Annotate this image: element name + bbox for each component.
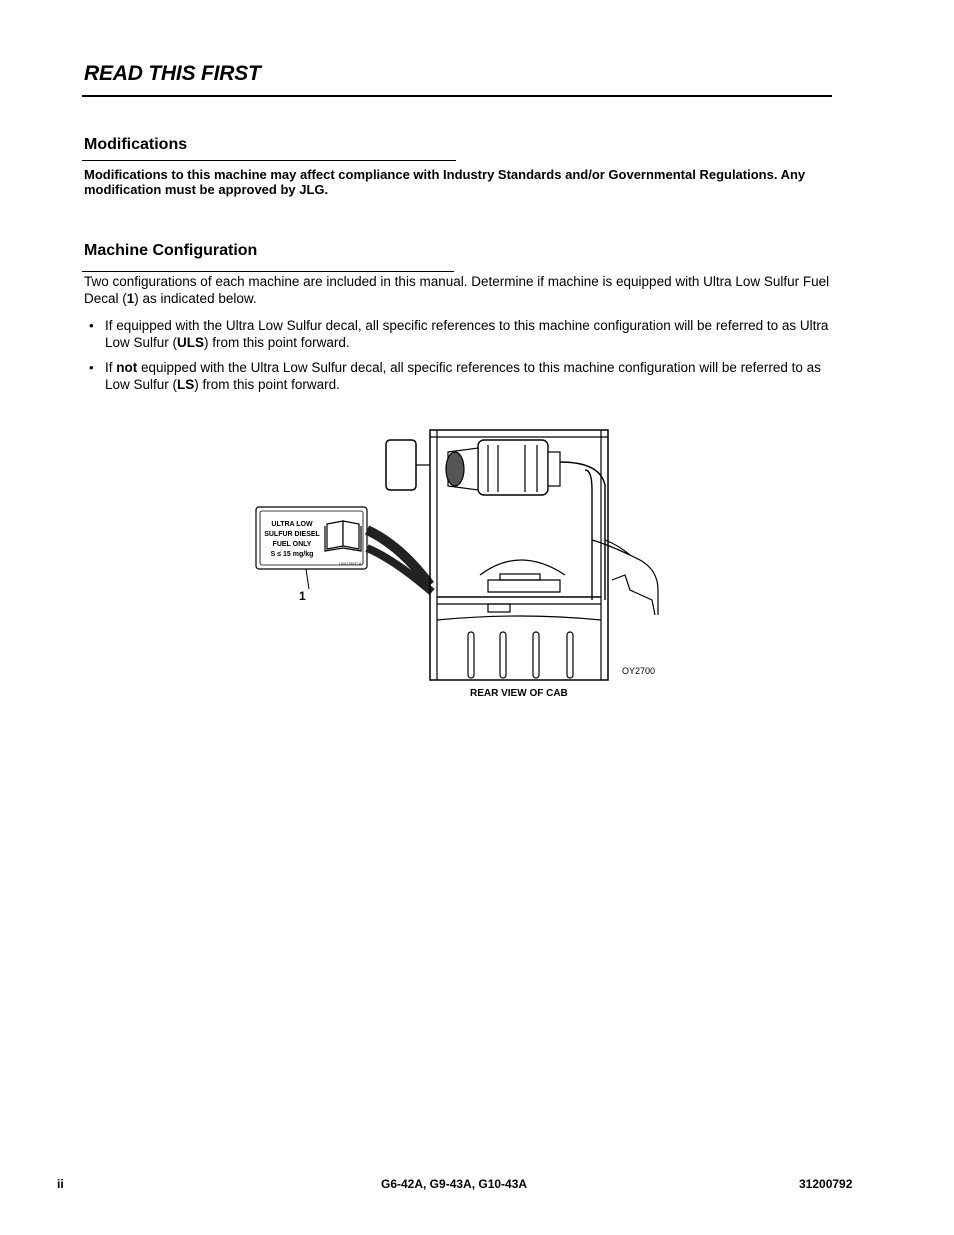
title-rule — [82, 95, 832, 97]
machine-config-intro: Two configurations of each machine are included in this manual. Determine if machine is equipped with Ultra Low Sulfur Fuel Decal (1) as indicated below. — [84, 274, 830, 306]
page-title: READ THIS FIRST — [84, 62, 261, 85]
figure-caption: REAR VIEW OF CAB — [470, 688, 568, 699]
machine-config-rule — [82, 271, 454, 272]
footer-page-number: ii — [57, 1177, 64, 1191]
cab-rear-view-illustration — [250, 420, 670, 690]
decal-line-3: FUEL ONLY — [272, 541, 312, 548]
decal-line-4: S ≤ 15 mg/kg — [270, 551, 314, 558]
decal-part-number: 1001125097 A — [338, 562, 362, 566]
footer-models: G6-42A, G9-43A, G10-43A — [381, 1177, 528, 1191]
bullet-ls: If not equipped with the Ultra Low Sulfur decal, all specific references to this machine configuration will be referred to as Low Sulfur (LS) from this point forward. — [105, 360, 821, 392]
decal-line-2: SULFUR DIESEL — [264, 531, 320, 538]
callout-label: 1 — [299, 589, 306, 603]
machine-config-heading: Machine Configuration — [84, 242, 258, 259]
modifications-warning: Modifications to this machine may affect compliance with Industry Standards and/or Governmental Regulations. Any modification must be approved by JLG. — [84, 167, 806, 197]
modifications-rule — [82, 160, 456, 161]
figure-code: OY2700 — [622, 666, 656, 676]
bullet-marker: • — [89, 318, 94, 333]
bullet-marker: • — [89, 360, 94, 375]
decal-line-1: ULTRA LOW — [271, 521, 313, 528]
modifications-heading: Modifications — [84, 136, 188, 153]
manual-book-icon — [325, 521, 361, 551]
bullet-uls: If equipped with the Ultra Low Sulfur decal, all specific references to this machine configuration will be referred to as Ultra Low Sulfur (ULS) from this point forward. — [105, 318, 829, 350]
footer-doc-number: 31200792 — [799, 1177, 853, 1191]
